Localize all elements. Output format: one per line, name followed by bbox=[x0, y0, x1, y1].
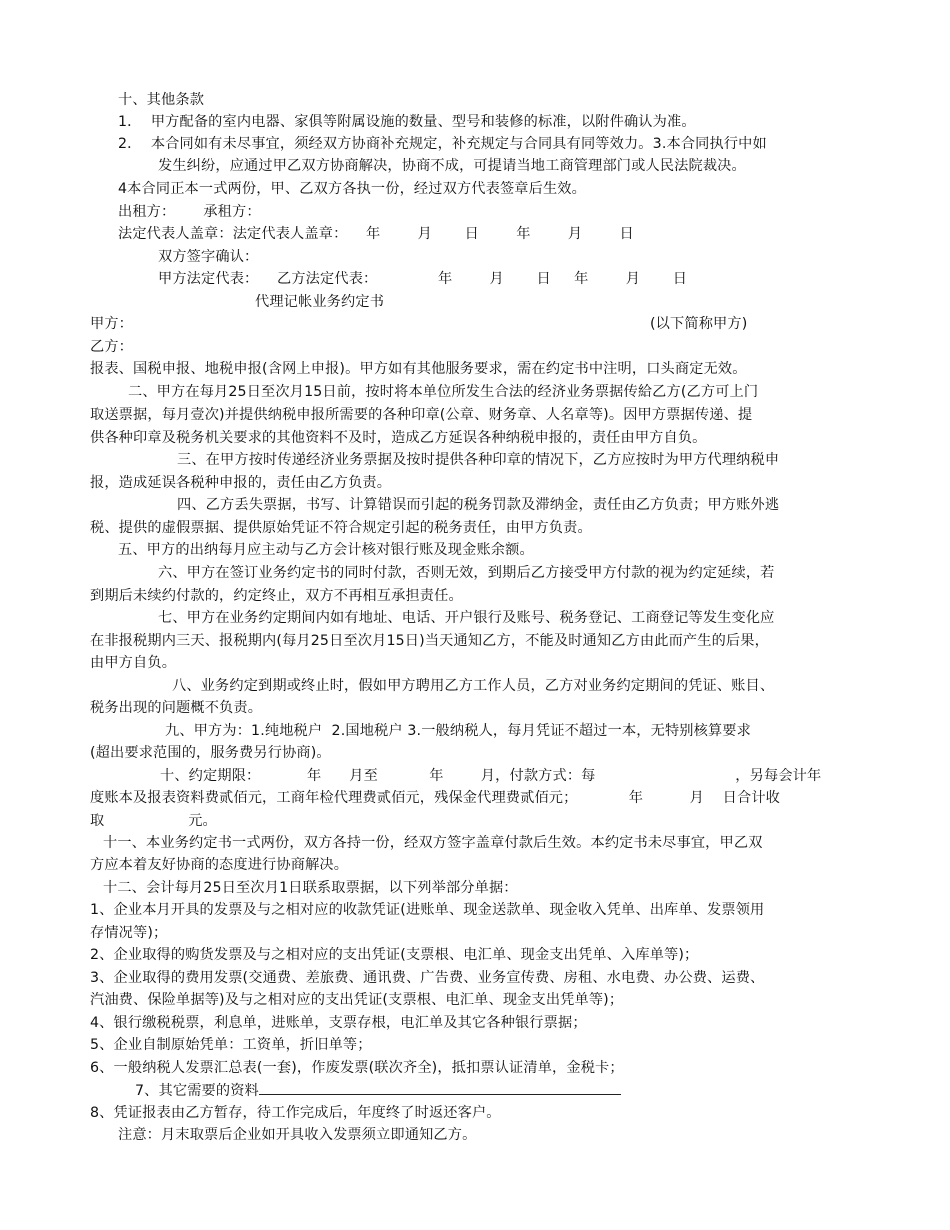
list-item: 2、企业取得的购货发票及与之相对应的支出凭证(支票根、电汇单、现金支出凭单、入库单等)； bbox=[90, 947, 699, 963]
list-item-with-blank bbox=[135, 1079, 621, 1102]
body-line: 税、提供的虚假票据、提供原始凭证不符合规定引起的税务责任，由甲方负责。 bbox=[90, 520, 592, 536]
section-heading: 十、其他条款 bbox=[118, 92, 205, 108]
body-line: 由甲方自负。 bbox=[90, 655, 177, 671]
list-item: 6、一般纳税人发票汇总表(一套)，作废发票(联次齐全)，抵扣票认证清单，金税卡； bbox=[90, 1060, 624, 1076]
body-line: 四、乙方丢失票据，书写、计算错误而引起的税务罚款及滞纳金，责任由乙方负责；甲方账外逃 bbox=[177, 497, 780, 513]
body-line: 十二、会计每月25日至次月1日联系取票据，以下列举部分单据： bbox=[103, 880, 518, 896]
body-line: 三、在甲方按时传递经济业务票据及按时提供各种印章的情况下，乙方应按时为甲方代理纳税申 bbox=[177, 452, 780, 468]
body-line: 报表、国税申报、地税申报(含网上申报)。甲方如有其他服务要求，需在约定书中注明，口头商定无效。 bbox=[90, 361, 747, 377]
clause-line: 发生纠纷，应通过甲乙双方协商解决，协商不成，可提请当地工商管理部门或人民法院裁决。 bbox=[158, 158, 746, 174]
body-line: 度账本及报表资料费贰佰元，工商年检代理费贰佰元，残保金代理费贰佰元； 年 月 日合计收 bbox=[90, 790, 780, 806]
signature-line: 甲方法定代表： 乙方法定代表： 年 月 日 年 月 日 bbox=[158, 271, 688, 287]
signature-line: 双方签字确认： bbox=[158, 249, 259, 265]
party-a-note: (以下简称甲方) bbox=[650, 316, 748, 332]
body-line: 五、甲方的出纳每月应主动与乙方会计核对银行账及现金账余额。 bbox=[118, 542, 534, 558]
body-line: (超出要求范围的，服务费另行协商)。 bbox=[90, 745, 331, 761]
body-line: 九、甲方为：1.纯地税户 2.国地税户 3.一般纳税人，每月凭证不超过一本，无特别核算要求 bbox=[165, 723, 751, 739]
body-line: 税务出现的问题概不负责。 bbox=[90, 700, 263, 716]
list-item: 存情况等)； bbox=[90, 925, 168, 941]
body-line: 取送票据，每月壹次)并提供纳税申报所需要的各种印章(公章、财务章、人名章等)。因甲方票据传递、提 bbox=[90, 407, 753, 423]
list-item: 3、企业取得的费用发票(交通费、差旅费、通讯费、广告费、业务宣传费、房租、水电费、办公费、运费、 bbox=[90, 970, 765, 986]
body-line: 七、甲方在业务约定期间内如有地址、电话、开户银行及账号、税务登记、工商登记等发生变化应 bbox=[158, 610, 775, 626]
fill-in-blank bbox=[259, 1079, 621, 1095]
body-line: 二、甲方在每月25日至次月15日前，按时将本单位所发生合法的经济业务票据传給乙方(乙方可上门 bbox=[128, 384, 759, 400]
list-item: 4、银行缴税税票，利息单，进账单，支票存根，电汇单及其它各种银行票据； bbox=[90, 1015, 587, 1031]
body-line: 六、甲方在签订业务约定书的同时付款，否则无效，到期后乙方接受甲方付款的视为约定延续，若 bbox=[158, 565, 775, 581]
party-b-label: 乙方： bbox=[90, 339, 134, 355]
clause-line: 1． 甲方配备的室内电器、家俱等附属设施的数量、型号和装修的标准，以附件确认为准。 bbox=[118, 114, 696, 130]
body-line: 到期后未续约付款的，约定终止，双方不再相互承担责任。 bbox=[90, 588, 463, 604]
list-item: 汽油费、保险单据等)及与之相对应的支出凭证(支票根、电汇单、现金支出凭单等)； bbox=[90, 992, 624, 1008]
list-item: 5、企业自制原始凭单：工资单，折旧单等； bbox=[90, 1037, 372, 1053]
body-line: 十、约定期限： 年 月至 年 月，付款方式：每 ，另每会计年 bbox=[160, 768, 822, 784]
signature-line: 法定代表人盖章：法定代表人盖章： 年 月 日 年 月 日 bbox=[118, 226, 634, 242]
body-line: 取 元。 bbox=[90, 813, 217, 829]
body-line: 十一、本业务约定书一式两份，双方各持一份，经双方签字盖章付款后生效。本约定书未尽事宜，甲乙双 bbox=[103, 835, 763, 851]
body-line: 方应本着友好协商的态度进行协商解决。 bbox=[90, 857, 349, 873]
body-line: 在非报税期内三天、报税期内(每月25日至次月15日)当天通知乙方，不能及时通知乙方由此而产生的后果， bbox=[90, 633, 769, 649]
list-item-label: 7、其它需要的资料 bbox=[135, 1083, 259, 1099]
signature-line: 出租方： 承租方： bbox=[118, 204, 261, 220]
body-line: 供各种印章及税务机关要求的其他资料不及时，造成乙方延误各种纳税申报的，责任由甲方自负。 bbox=[90, 430, 707, 446]
party-a-label: 甲方： bbox=[90, 316, 134, 332]
list-item: 8、凭证报表由乙方暂存，待工作完成后，年度终了时返还客户。 bbox=[90, 1105, 501, 1121]
body-line: 八、业务约定到期或终止时，假如甲方聘用乙方工作人员，乙方对业务约定期间的凭证、账目、 bbox=[172, 678, 775, 694]
body-line: 报，造成延误各税种申报的，责任由乙方负责。 bbox=[90, 475, 392, 491]
list-item: 1、企业本月开具的发票及与之相对应的收款凭证(进账单、现金送款单、现金收入凭单、出库单、发票领用 bbox=[90, 902, 765, 918]
clause-line: 4本合同正本一式两份，甲、乙双方各执一份，经过双方代表签章后生效。 bbox=[118, 181, 586, 197]
clause-line: 2． 本合同如有未尽事宜，须经双方协商补充规定，补充规定与合同具有同等效力。3.本合同执行中如 bbox=[118, 136, 767, 152]
agreement-title: 代理记帐业务约定书 bbox=[255, 294, 385, 310]
note-line: 注意：月末取票后企业如开具收入发票须立即通知乙方。 bbox=[118, 1127, 477, 1143]
